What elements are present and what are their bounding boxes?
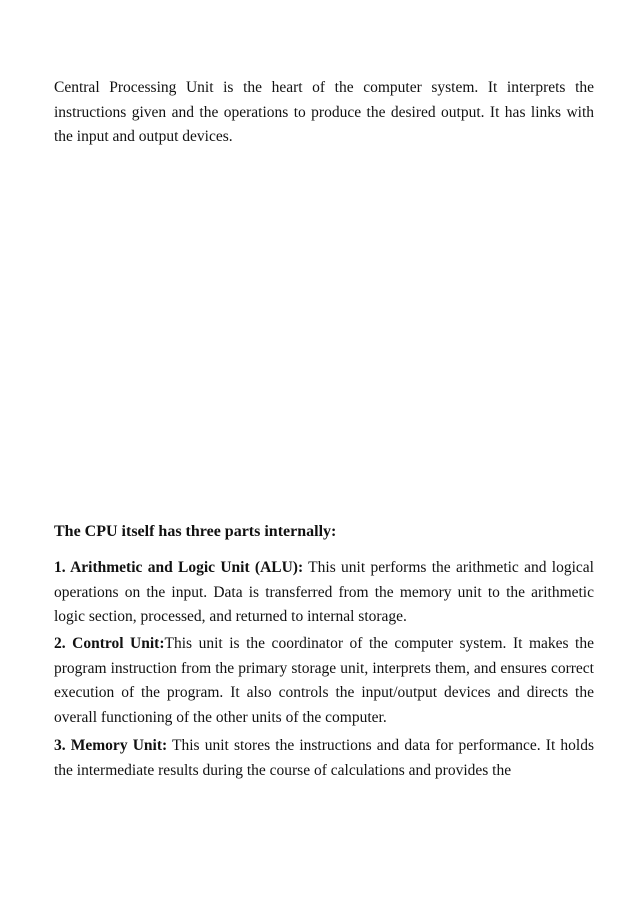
alu-title: 1. Arithmetic and Logic Unit (ALU): [54,559,304,576]
alu-text: This unit performs the arithmetic and logical operations on the input. Data is transferred from the memory unit to the arithmetic logic section, processed, and returned to internal storage. [54,559,594,625]
memory-unit-paragraph [54,734,594,783]
intro-paragraph: Central Processing Unit is the heart of the computer system. It interprets the instructions given and the operations to produce the desired output. It has links with the input and output devices. [54,79,594,145]
control-unit-text: This unit is the coordinator of the computer system. It makes the program instruction from the primary storage unit, interprets them, and ensures correct execution of the program. It also controls the input/output devices and directs the overall functioning of the other units of the computer. [54,635,594,726]
memory-unit-title: 3. Memory Unit: [54,737,168,754]
memory-unit-text: This unit stores the instructions and data for performance. It holds the intermediate results during the course of calculations and provides the [54,737,594,779]
control-unit-title: 2. Control Unit: [54,635,165,652]
alu-paragraph [54,556,594,630]
control-unit-paragraph [54,632,594,730]
section-heading: The CPU itself has three parts internally: [54,523,337,540]
